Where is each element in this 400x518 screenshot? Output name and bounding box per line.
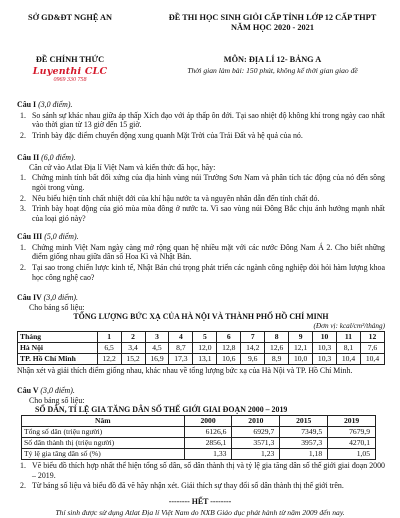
table-cell: 12,8: [217, 342, 241, 353]
question-task: Nhận xét và giải thích điểm giống nhau, khác nhau về tổng lượng bức xạ của Hà Nội và TP. Hồ Chí Minh.: [17, 365, 353, 375]
table-row: [18, 342, 385, 353]
question-1: [17, 100, 385, 141]
table-cell: 1: [97, 331, 121, 342]
list-item: [17, 131, 385, 141]
question-points: (5,0 điểm).: [44, 232, 79, 241]
item-text: Chứng minh Việt Nam ngày càng mở rộng quan hệ nhiều mặt với các nước Đông Nam Á 2. Cho biết những điểm giống nhau giữa dân số Hoa Kì và Nhật Bản.: [32, 242, 385, 262]
item-text: Tại sao trong chiến lược kinh tế, Nhật Bản chú trọng phát triển các ngành công nghiệp đòi hỏi hàm lượng khoa học công nghệ cao?: [32, 262, 385, 282]
item-text: Chứng minh tính bất đối xứng của địa hình vùng núi Trường Sơn Nam và phân tích tác động của nó đến sông ngòi trong vùng.: [32, 173, 385, 192]
list-item: [17, 111, 385, 130]
question-label: Câu III: [17, 232, 43, 241]
table-cell: Năm: [22, 415, 185, 426]
table-cell: 11: [337, 331, 361, 342]
list-item: [17, 194, 385, 204]
population-table: [21, 415, 376, 460]
question-2: [17, 153, 385, 223]
exam-title: [150, 13, 395, 34]
table-cell: Tháng: [18, 331, 98, 342]
end-marker: -------- HẾT --------: [168, 497, 232, 506]
table-cell: 2019: [328, 415, 376, 426]
table-cell: 7679,9: [328, 426, 376, 437]
table-cell: 6,5: [97, 342, 121, 353]
table-cell: 9: [289, 331, 313, 342]
item-text: Từ bảng số liệu và biểu đồ đã vẽ hãy nhận xét. Giải thích sự thay đổi số dân thành thị thế giới trên.: [32, 481, 344, 491]
question-points: (6,0 điểm).: [41, 153, 76, 162]
table-cell: 10,3: [313, 342, 337, 353]
table-cell: 3571,3: [232, 437, 280, 448]
table-cell: 7: [241, 331, 265, 342]
item-number: 2.: [20, 193, 26, 203]
table-cell: Hà Nội: [18, 342, 98, 353]
table-cell: 10,4: [337, 353, 361, 364]
question-points: (3,0 điểm).: [38, 100, 73, 109]
table-cell: 13,1: [193, 353, 217, 364]
table-cell: TP. Hồ Chí Minh: [18, 353, 98, 364]
table-cell: 16,9: [145, 353, 169, 364]
table-cell: 4: [169, 331, 193, 342]
table-cell: 12: [360, 331, 384, 342]
table-cell: Số dân thành thị (triệu người): [22, 437, 185, 448]
question-3: [17, 232, 385, 282]
department-name: SỞ GD&ĐT NGHỆ AN: [28, 13, 112, 22]
table-cell: 10: [313, 331, 337, 342]
logo-name: Luyenthi CLC: [32, 65, 108, 77]
table-cell: 2: [121, 331, 145, 342]
exam-title-line1: ĐỀ THI HỌC SINH GIỎI CẤP TỈNH LỚP 12 CẤP THPT: [168, 13, 377, 22]
table-title: SỐ DÂN, TỈ LỆ GIA TĂNG DÂN SỐ THẾ GIỚI GIAI ĐOẠN 2000 – 2019: [35, 405, 288, 415]
table-unit: (Đơn vị: kcal/cm²/tháng): [313, 321, 385, 330]
question-title: [17, 100, 385, 110]
item-number: 2.: [20, 262, 26, 272]
table-cell: 6929,7: [232, 426, 280, 437]
table-cell: 7349,5: [280, 426, 328, 437]
item-text: Trình bày đặc điểm chuyển động xung quanh Mặt Trời của Trái Đất và hệ quả của nó.: [32, 130, 303, 140]
question-label: Câu II: [17, 153, 40, 162]
item-number: 1.: [20, 460, 26, 470]
table-cell: 2856,1: [184, 437, 232, 448]
table-cell: 2015: [280, 415, 328, 426]
item-number: 1.: [20, 110, 26, 120]
question-5: [17, 386, 385, 491]
table-cell: 12,2: [97, 353, 121, 364]
table-cell: 12,6: [265, 342, 289, 353]
table-cell: 6: [217, 331, 241, 342]
list-item: [17, 481, 385, 491]
item-text: Trình bày hoạt động của gió mùa mùa đông ở nước ta. Vì sao vùng núi Đông Bắc chịu ảnh hưởng mạnh nhất của loại gió này?: [32, 204, 385, 223]
table-cell: 12,0: [193, 342, 217, 353]
table-cell: 10,0: [289, 353, 313, 364]
department-header: [15, 13, 125, 23]
question-intro: Cho bảng số liệu:: [29, 395, 85, 405]
table-cell: 5: [193, 331, 217, 342]
table-cell: 1,33: [184, 448, 232, 459]
table-cell: 1,23: [232, 448, 280, 459]
question-label: Câu I: [17, 100, 37, 109]
question-title: [17, 153, 385, 163]
question-intro: Căn cứ vào Atlat Địa lí Việt Nam và kiến thức đã học, hãy:: [29, 162, 216, 172]
footer-note: Thí sinh được sử dụng Atlat Địa lí Việt Nam do NXB Giáo dục phát hành từ năm 2009 đến nay.: [55, 508, 345, 517]
radiation-table: [17, 331, 385, 365]
question-points: (3,0 điểm).: [40, 386, 75, 395]
table-cell: 14,2: [241, 342, 265, 353]
table-cell: 12,1: [289, 342, 313, 353]
logo-phone: 0969 330 758: [53, 77, 87, 84]
table-cell: 4,5: [145, 342, 169, 353]
official-label: ĐỀ CHÍNH THỨC: [35, 55, 105, 64]
table-cell: Tỷ lệ gia tăng dân số (%): [22, 448, 185, 459]
list-item: [17, 461, 385, 480]
question-points: (3,0 điểm).: [43, 293, 79, 302]
question-4: [17, 293, 385, 375]
table-cell: 2000: [184, 415, 232, 426]
question-label: Câu IV: [17, 293, 42, 302]
item-number: 2.: [20, 130, 26, 140]
official-block: [15, 55, 125, 85]
table-cell: 1,05: [328, 448, 376, 459]
table-cell: 10,4: [360, 353, 384, 364]
table-cell: 8,9: [265, 353, 289, 364]
item-number: 2.: [20, 481, 26, 491]
table-cell: 7,6: [360, 342, 384, 353]
table-cell: 4270,1: [328, 437, 376, 448]
subject-name: MÔN: ĐỊA LÍ 12- BẢNG A: [223, 55, 322, 64]
table-row: [22, 426, 376, 437]
table-cell: 6126,6: [184, 426, 232, 437]
item-text: So sánh sự khác nhau giữa áp thấp Xích đạo với áp thấp ôn đới. Tại sao nhiệt độ không khí trong ngày cao nhất vào thời gian từ 13 giờ đến 15 giờ.: [32, 110, 385, 130]
table-cell: 2010: [232, 415, 280, 426]
table-cell: Tổng số dân (triệu người): [22, 426, 185, 437]
item-number: 1.: [20, 242, 26, 252]
table-cell: 8,1: [337, 342, 361, 353]
table-cell: 15,2: [121, 353, 145, 364]
table-cell: 8,7: [169, 342, 193, 353]
table-cell: 1,18: [280, 448, 328, 459]
table-cell: 3,4: [121, 342, 145, 353]
table-row: [22, 437, 376, 448]
table-cell: 3957,3: [280, 437, 328, 448]
table-cell: 10,6: [217, 353, 241, 364]
table-row: [18, 353, 385, 364]
table-row: [18, 331, 385, 342]
table-cell: 9,6: [241, 353, 265, 364]
table-cell: 8: [265, 331, 289, 342]
table-title: TỔNG LƯỢNG BỨC XẠ CỦA HÀ NỘI VÀ THÀNH PHỐ HỒ CHÍ MINH: [73, 312, 329, 322]
question-intro: Cho bảng số liệu:: [29, 302, 85, 312]
item-text: Nêu biểu hiện tính chất nhiệt đới của khí hậu nước ta và nguyên nhân dẫn đến tính chất đó.: [32, 193, 320, 203]
table-cell: 3: [145, 331, 169, 342]
time-limit: Thời gian làm bài: 150 phút, không kể thời gian giao đề: [187, 65, 358, 75]
item-number: 1.: [20, 173, 26, 183]
item-number: 3.: [20, 204, 26, 214]
list-item: [17, 243, 385, 262]
list-item: [17, 173, 385, 192]
table-row: [22, 448, 376, 459]
table-cell: 10,3: [313, 353, 337, 364]
table-row: [22, 415, 376, 426]
question-title: [17, 386, 385, 396]
item-text: Vẽ biểu đồ thích hợp nhất thể hiện tổng số dân, số dân thành thị và tỷ lệ gia tăng dân số thế giới giai đoạn 2000 – 2019.: [32, 460, 385, 480]
list-item: [17, 263, 385, 282]
list-item: [17, 204, 385, 223]
table-cell: 17,3: [169, 353, 193, 364]
question-label: Câu V: [17, 386, 39, 395]
question-title: [17, 232, 385, 242]
exam-title-line2: NĂM HỌC 2020 - 2021: [231, 23, 314, 33]
question-title: [17, 293, 385, 303]
subject-block: [150, 55, 395, 75]
